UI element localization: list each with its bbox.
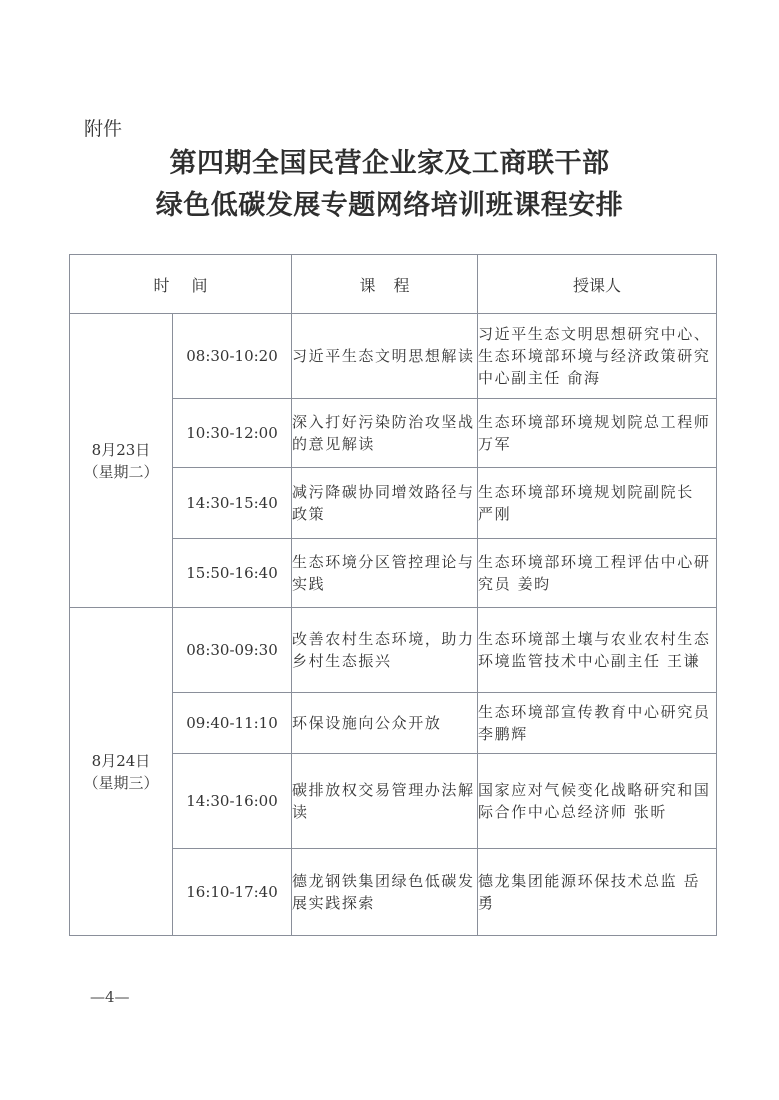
table-row xyxy=(70,608,717,693)
session-lecturer: 生态环境部环境规划院副院长 严刚 xyxy=(478,468,717,539)
session-time: 14:30-16:00 xyxy=(173,754,292,849)
page-number: —4— xyxy=(90,988,130,1006)
session-lecturer: 国家应对气候变化战略研究和国际合作中心总经济师 张昕 xyxy=(478,754,717,849)
session-time: 15:50-16:40 xyxy=(173,539,292,608)
session-lecturer: 生态环境部宣传教育中心研究员 李鹏辉 xyxy=(478,693,717,754)
session-course: 习近平生态文明思想解读 xyxy=(292,314,478,399)
date-label: 8月23日 xyxy=(91,440,151,459)
session-course: 生态环境分区管控理论与实践 xyxy=(292,539,478,608)
session-lecturer: 习近平生态文明思想研究中心、生态环境部环境与经济政策研究中心副主任 俞海 xyxy=(478,314,717,399)
weekday-label: （星期三） xyxy=(83,773,159,792)
weekday-label: （星期二） xyxy=(83,462,159,481)
session-course: 减污降碳协同增效路径与政策 xyxy=(292,468,478,539)
session-time: 14:30-15:40 xyxy=(173,468,292,539)
document-title-line1: 第四期全国民营企业家及工商联干部 xyxy=(169,148,610,179)
session-lecturer: 生态环境部土壤与农业农村生态环境监管技术中心副主任 王谦 xyxy=(478,608,717,693)
session-course: 改善农村生态环境，助力乡村生态振兴 xyxy=(292,608,478,693)
date-cell-day2 xyxy=(70,608,173,936)
schedule-table xyxy=(69,254,717,936)
session-course: 环保设施向公众开放 xyxy=(292,693,478,754)
session-lecturer: 生态环境部环境规划院总工程师 万军 xyxy=(478,399,717,468)
document-title-line2: 绿色低碳发展专题网络培训班课程安排 xyxy=(155,190,624,221)
column-header-lecturer: 授课人 xyxy=(478,255,717,314)
date-cell-day1 xyxy=(70,314,173,608)
table-row xyxy=(70,314,717,399)
session-course: 碳排放权交易管理办法解读 xyxy=(292,754,478,849)
session-lecturer: 生态环境部环境工程评估中心研究员 姜昀 xyxy=(478,539,717,608)
session-time: 08:30-10:20 xyxy=(173,314,292,399)
column-header-time: 时间 xyxy=(70,255,292,314)
table-header-row xyxy=(70,255,717,314)
session-time: 16:10-17:40 xyxy=(173,849,292,936)
session-time: 09:40-11:10 xyxy=(173,693,292,754)
session-time: 08:30-09:30 xyxy=(173,608,292,693)
date-label: 8月24日 xyxy=(91,751,151,770)
session-course: 德龙钢铁集团绿色低碳发展实践探索 xyxy=(292,849,478,936)
column-header-course: 课程 xyxy=(292,255,478,314)
attachment-label: 附件 xyxy=(84,118,123,140)
session-time: 10:30-12:00 xyxy=(173,399,292,468)
session-course: 深入打好污染防治攻坚战的意见解读 xyxy=(292,399,478,468)
session-lecturer: 德龙集团能源环保技术总监 岳勇 xyxy=(478,849,717,936)
